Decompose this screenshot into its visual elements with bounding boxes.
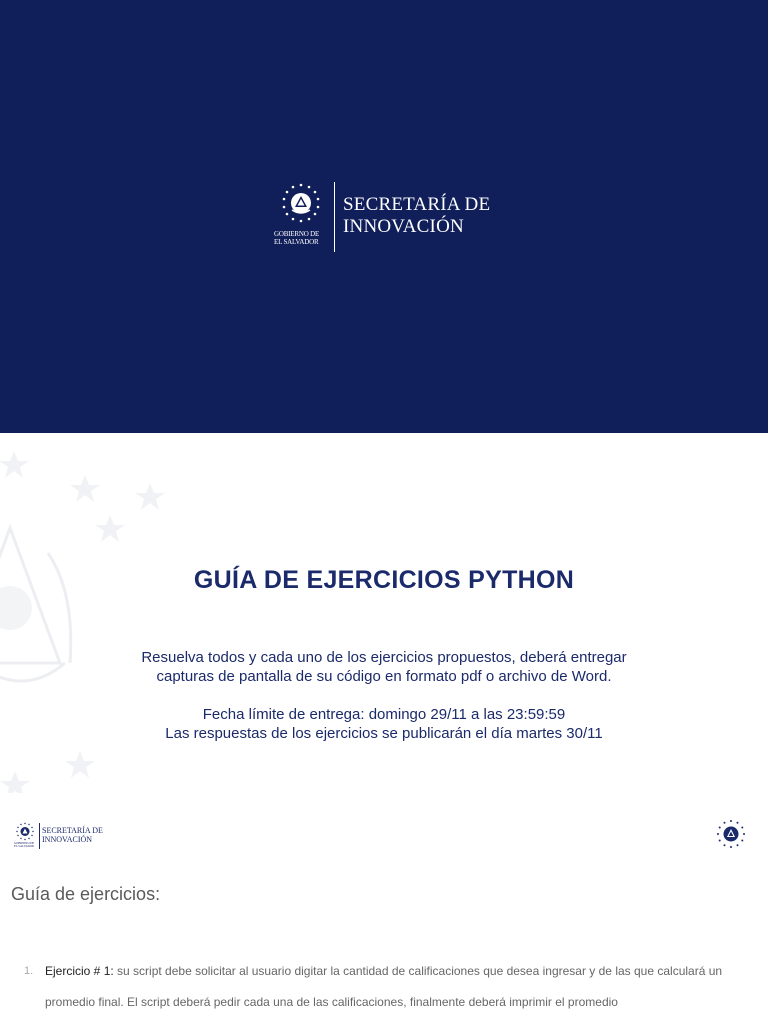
section-heading: Guía de ejercicios:: [11, 884, 161, 904]
cover-page: [0, 0, 768, 433]
exercise-text: su script debe solicitar al usuario digitar la cantidad de calificaciones que desea ingresar y de las que calculará un promedio final. El script deberá pedir cada una de las calificaciones, finalmente deberá imprimir el promedio: [45, 964, 723, 1009]
instructions-line-1: Resuelva todos y cada uno de los ejercicios propuestos, deberá entregar: [141, 649, 627, 666]
exercise-number: 1.: [24, 965, 34, 977]
paragraph-gap: [0, 686, 768, 705]
header-secretaria-logo: [14, 822, 124, 852]
instructions-line-2: capturas de pantalla de su código en formato pdf o archivo de Word.: [156, 668, 612, 685]
exercise-item: [24, 956, 754, 1018]
logo-divider: [334, 182, 335, 252]
exercise-body: [45, 956, 754, 1018]
secretaria-logo: [274, 182, 514, 252]
deadline-text: Fecha límite de entrega: domingo 29/11 a las 23:59:59: [202, 706, 566, 723]
header-logo-divider: [39, 823, 40, 849]
header-secretaria-text: SECRETARÍA DE INNOVACIÓN: [42, 826, 103, 844]
secretaria-text: SECRETARÍA DE INNOVACIÓN: [343, 194, 491, 237]
exercise-label: Ejercicio # 1:: [45, 964, 114, 978]
right-emblem-icon: [716, 819, 746, 849]
el-salvador-emblem-icon: [274, 182, 328, 228]
instructions-block: [0, 648, 768, 743]
guide-title: GUÍA DE EJERCICIOS PYTHON: [193, 566, 575, 594]
answers-note: Las respuestas de los ejercicios se publicarán el día martes 30/11: [165, 725, 603, 742]
header-gobierno-text: GOBIERNO DE EL SALVADOR: [14, 841, 35, 848]
gobierno-text: GOBIERNO DE EL SALVADOR: [274, 230, 320, 246]
small-emblem-icon: [14, 822, 36, 842]
